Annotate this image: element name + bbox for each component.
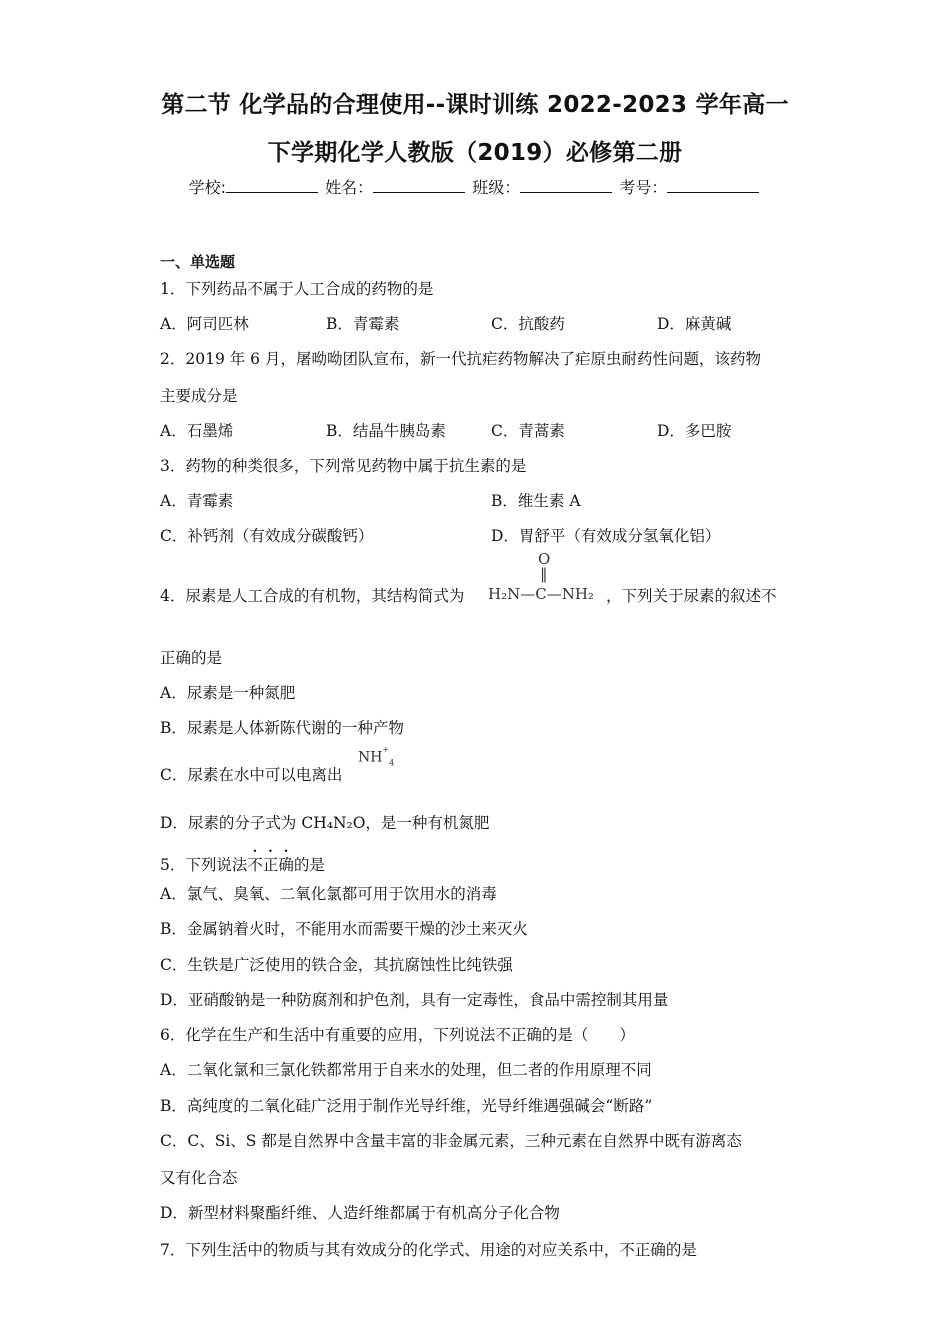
q2-stem-line-1: 2．2019 年 6 月，屠呦呦团队宣布，新一代抗疟药物解决了疟原虫耐药性问题，该药物 xyxy=(160,350,761,368)
title-line-1: 第二节 化学品的合理使用--课时训练 2022-2023 学年高一 xyxy=(161,92,789,118)
class-blank[interactable] xyxy=(520,178,612,193)
q3-option-c: C．补钙剂（有效成分碳酸钙） xyxy=(160,527,374,545)
section-heading: 一、单选题 xyxy=(160,253,236,271)
q3-option-a: A．青霉素 xyxy=(160,492,234,510)
name-blank[interactable] xyxy=(373,178,465,193)
q7-stem: 7．下列生活中的物质与其有效成分的化学式、用途的对应关系中，不正确的是 xyxy=(160,1241,697,1259)
school-blank[interactable] xyxy=(226,178,318,193)
q4-option-b: B．尿素是人体新陈代谢的一种产物 xyxy=(160,719,404,737)
q2-option-b: B．结晶牛胰岛素 xyxy=(326,422,446,440)
q6-option-c: C．C、Si、S 都是自然界中含量丰富的非金属元素，三种元素在自然界中既有游离态 xyxy=(160,1132,742,1150)
q6-option-c-cont: 又有化合态 xyxy=(160,1169,238,1187)
exam-no-label: 考号： xyxy=(619,178,668,197)
q4-stem-part-1: 4．尿素是人工合成的有机物，其结构简式为 xyxy=(160,587,465,605)
q5-option-d: D．亚硝酸钠是一种防腐剂和护色剂，具有一定毒性，食品中需控制其用量 xyxy=(160,991,669,1009)
q4-option-a: A．尿素是一种氮肥 xyxy=(160,684,296,702)
ammonium-ion: $NH^+_4$ xyxy=(358,745,395,768)
q5-stem: 5．下列说法不正确的是 xyxy=(160,856,325,874)
q2-option-a: A．石墨烯 xyxy=(160,422,234,440)
q4-option-d: D．尿素的分子式为 CH₄N₂O，是一种有机氮肥 xyxy=(160,814,490,832)
urea-structural-formula xyxy=(488,550,606,610)
q1-stem: 1．下列药品不属于人工合成的药物的是 xyxy=(160,280,434,298)
q6-option-d: D．新型材料聚酯纤维、人造纤维都属于有机高分子化合物 xyxy=(160,1204,560,1222)
q2-stem-line-2: 主要成分是 xyxy=(160,387,238,405)
q1-option-c: C．抗酸药 xyxy=(491,315,565,333)
q6-stem: 6．化学在生产和生活中有重要的应用，下列说法不正确的是（ ） xyxy=(160,1026,635,1044)
q2-option-c: C．青蒿素 xyxy=(491,422,565,440)
formula-chain: H₂N—C—NH₂ xyxy=(488,585,594,603)
q6-option-a: A．二氧化氯和三氯化铁都常用于自来水的处理，但二者的作用原理不同 xyxy=(160,1061,652,1079)
q3-stem: 3．药物的种类很多，下列常见药物中属于抗生素的是 xyxy=(160,457,527,475)
formula-double-bond: ‖ xyxy=(540,565,548,583)
title-line-2: 下学期化学人教版（2019）必修第二册 xyxy=(267,140,683,166)
q2-option-d: D．多巴胺 xyxy=(657,422,732,440)
q5-option-a: A．氯气、臭氧、二氧化氯都可用于饮用水的消毒 xyxy=(160,885,497,903)
q5-option-c: C．生铁是广泛使用的铁合金，其抗腐蚀性比纯铁强 xyxy=(160,956,513,974)
student-info-row xyxy=(0,175,950,198)
q4-option-c: C．尿素在水中可以电离出 xyxy=(160,766,343,784)
q6-option-b: B．高纯度的二氧化硅广泛用于制作光导纤维，光导纤维遇强碱会“断路” xyxy=(160,1097,653,1115)
name-label: 姓名： xyxy=(325,178,374,197)
q4-stem-part-2: ，下列关于尿素的叙述不 xyxy=(606,587,777,605)
q1-option-d: D．麻黄碱 xyxy=(657,315,732,333)
exam-no-blank[interactable] xyxy=(667,178,759,193)
q1-option-b: B．青霉素 xyxy=(326,315,400,333)
q1-option-a: A．阿司匹林 xyxy=(160,315,249,333)
q4-stem-line-2: 正确的是 xyxy=(160,649,223,667)
emphasis-dots: 不正确 xyxy=(247,856,294,874)
q3-option-d: D．胃舒平（有效成分氢氧化铝） xyxy=(491,527,721,545)
q5-option-b: B．金属钠着火时，不能用水而需要干燥的沙土来灭火 xyxy=(160,920,528,938)
class-label: 班级： xyxy=(472,178,521,197)
school-label: 学校: xyxy=(188,178,227,197)
q3-option-b: B．维生素 A xyxy=(491,492,581,510)
formula-oxygen: O xyxy=(538,550,551,568)
